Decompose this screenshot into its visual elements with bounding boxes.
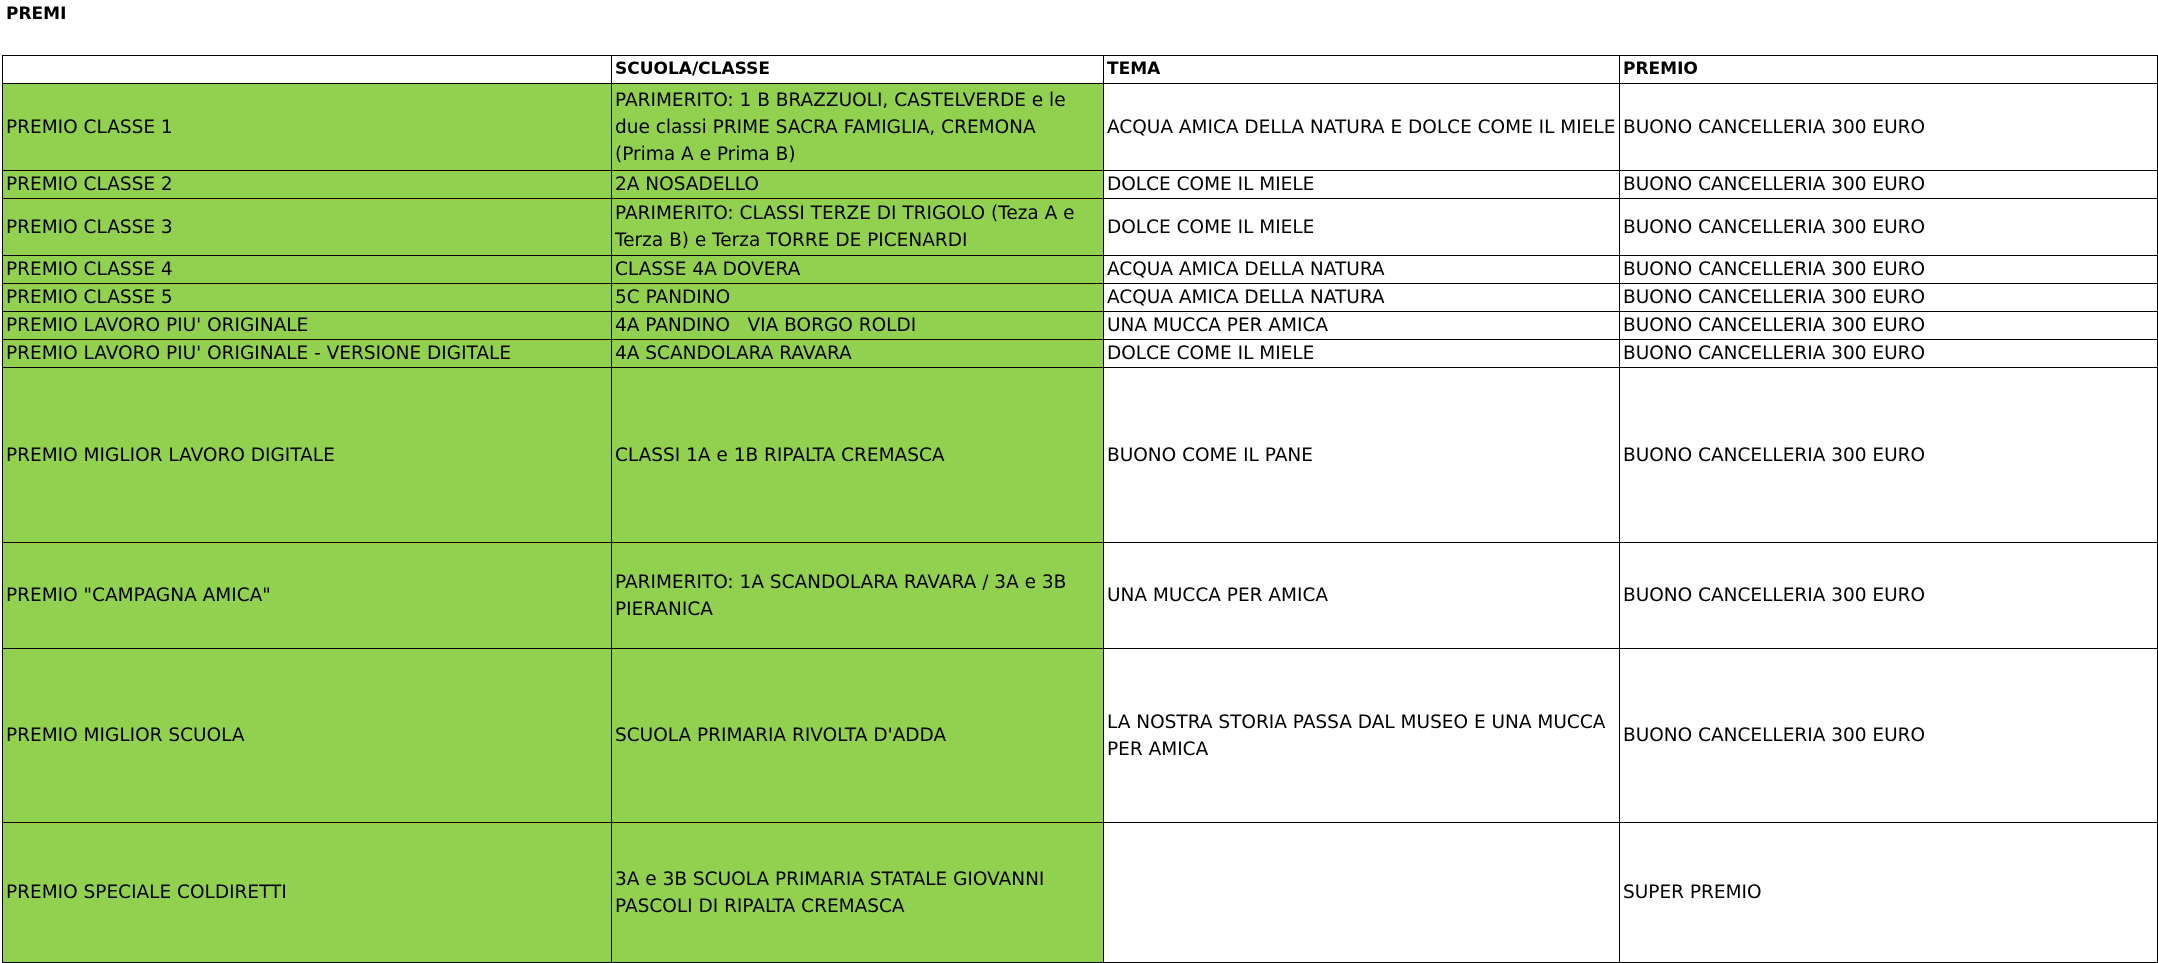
award-name-cell: PREMIO CLASSE 4 <box>3 256 612 284</box>
theme-cell: DOLCE COME IL MIELE <box>1104 199 1620 256</box>
prize-cell: BUONO CANCELLERIA 300 EURO <box>1620 312 2158 340</box>
prize-cell: BUONO CANCELLERIA 300 EURO <box>1620 256 2158 284</box>
school-class-cell: 2A NOSADELLO <box>612 171 1104 199</box>
table-row <box>3 340 2158 368</box>
header-row <box>3 56 2158 84</box>
table-row <box>3 199 2158 256</box>
school-class-cell: PARIMERITO: 1 B BRAZZUOLI, CASTELVERDE e le due classi PRIME SACRA FAMIGLIA, CREMONA (Prima A e Prima B) <box>612 84 1104 171</box>
header-cell-tema: TEMA <box>1104 56 1620 84</box>
theme-cell <box>1104 823 1620 963</box>
header-cell-scuola-classe: SCUOLA/CLASSE <box>612 56 1104 84</box>
table-row <box>3 543 2158 649</box>
school-class-cell: PARIMERITO: 1A SCANDOLARA RAVARA / 3A e 3B PIERANICA <box>612 543 1104 649</box>
table-row <box>3 649 2158 823</box>
prize-cell: BUONO CANCELLERIA 300 EURO <box>1620 368 2158 543</box>
award-name-cell: PREMIO "CAMPAGNA AMICA" <box>3 543 612 649</box>
table-row <box>3 256 2158 284</box>
theme-cell: ACQUA AMICA DELLA NATURA <box>1104 284 1620 312</box>
header-cell-premio: PREMIO <box>1620 56 2158 84</box>
theme-cell: DOLCE COME IL MIELE <box>1104 340 1620 368</box>
prize-cell: BUONO CANCELLERIA 300 EURO <box>1620 543 2158 649</box>
header-cell-empty <box>3 56 612 84</box>
school-class-cell: 4A PANDINO VIA BORGO ROLDI <box>612 312 1104 340</box>
prize-cell: BUONO CANCELLERIA 300 EURO <box>1620 199 2158 256</box>
award-name-cell: PREMIO MIGLIOR SCUOLA <box>3 649 612 823</box>
theme-cell: UNA MUCCA PER AMICA <box>1104 543 1620 649</box>
award-name-cell: PREMIO MIGLIOR LAVORO DIGITALE <box>3 368 612 543</box>
prize-cell: BUONO CANCELLERIA 300 EURO <box>1620 340 2158 368</box>
school-class-cell: 4A SCANDOLARA RAVARA <box>612 340 1104 368</box>
prize-cell: SUPER PREMIO <box>1620 823 2158 963</box>
award-name-cell: PREMIO LAVORO PIU' ORIGINALE <box>3 312 612 340</box>
table-row <box>3 171 2158 199</box>
table-row <box>3 312 2158 340</box>
prize-cell: BUONO CANCELLERIA 300 EURO <box>1620 649 2158 823</box>
award-name-cell: PREMIO CLASSE 5 <box>3 284 612 312</box>
school-class-cell: SCUOLA PRIMARIA RIVOLTA D'ADDA <box>612 649 1104 823</box>
prize-cell: BUONO CANCELLERIA 300 EURO <box>1620 84 2158 171</box>
school-class-cell: 3A e 3B SCUOLA PRIMARIA STATALE GIOVANNI PASCOLI DI RIPALTA CREMASCA <box>612 823 1104 963</box>
prizes-table <box>2 55 2158 963</box>
table-row <box>3 368 2158 543</box>
school-class-cell: 5C PANDINO <box>612 284 1104 312</box>
award-name-cell: PREMIO CLASSE 1 <box>3 84 612 171</box>
award-name-cell: PREMIO LAVORO PIU' ORIGINALE - VERSIONE DIGITALE <box>3 340 612 368</box>
theme-cell: UNA MUCCA PER AMICA <box>1104 312 1620 340</box>
school-class-cell: CLASSI 1A e 1B RIPALTA CREMASCA <box>612 368 1104 543</box>
table-row <box>3 84 2158 171</box>
school-class-cell: PARIMERITO: CLASSI TERZE DI TRIGOLO (Teza A e Terza B) e Terza TORRE DE PICENARDI <box>612 199 1104 256</box>
theme-cell: DOLCE COME IL MIELE <box>1104 171 1620 199</box>
page-title: PREMI <box>6 4 67 24</box>
theme-cell: BUONO COME IL PANE <box>1104 368 1620 543</box>
award-name-cell: PREMIO SPECIALE COLDIRETTI <box>3 823 612 963</box>
theme-cell: ACQUA AMICA DELLA NATURA E DOLCE COME IL MIELE <box>1104 84 1620 171</box>
prize-cell: BUONO CANCELLERIA 300 EURO <box>1620 284 2158 312</box>
award-name-cell: PREMIO CLASSE 3 <box>3 199 612 256</box>
award-name-cell: PREMIO CLASSE 2 <box>3 171 612 199</box>
table-row <box>3 823 2158 963</box>
theme-cell: ACQUA AMICA DELLA NATURA <box>1104 256 1620 284</box>
theme-cell: LA NOSTRA STORIA PASSA DAL MUSEO E UNA MUCCA PER AMICA <box>1104 649 1620 823</box>
table-row <box>3 284 2158 312</box>
prize-cell: BUONO CANCELLERIA 300 EURO <box>1620 171 2158 199</box>
school-class-cell: CLASSE 4A DOVERA <box>612 256 1104 284</box>
